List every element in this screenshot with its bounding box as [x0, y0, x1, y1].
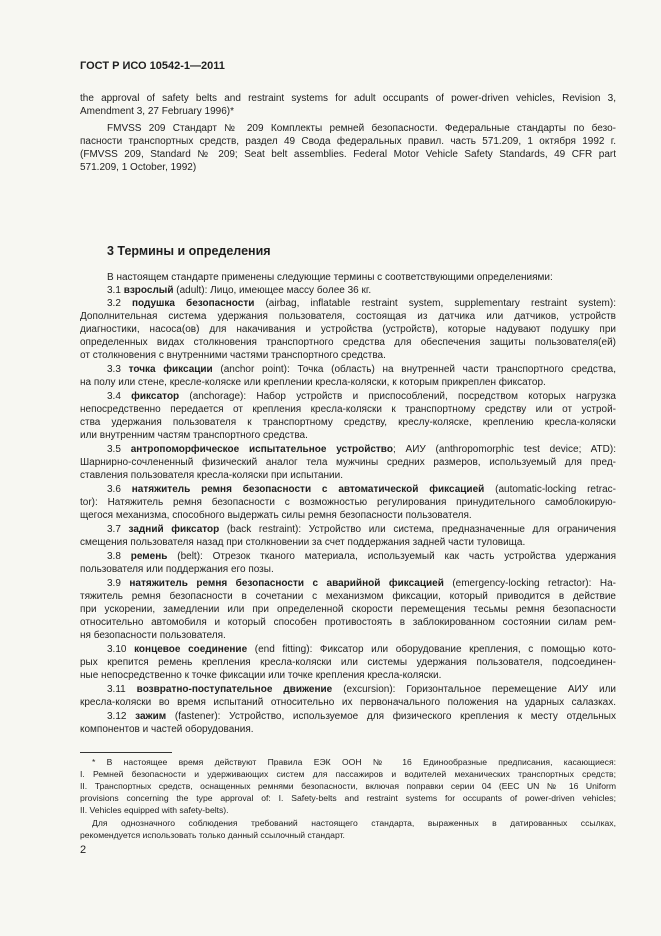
footnote-divider: [80, 752, 172, 753]
section-title: 3 Термины и определения: [107, 244, 271, 258]
text-line: the approval of safety belts and restraint systems for adult occupants of power-driven vehicles, Revision 3,: [80, 93, 616, 104]
text-line: 571.209, 1 October, 1992): [80, 162, 197, 173]
text-line: FMVSS 209 Стандарт № 209 Комплекты ремней безопасности. Федеральные стандарты по безо-: [107, 123, 616, 134]
document-header: ГОСТ Р ИСО 10542-1—2011: [80, 60, 225, 72]
text-line: Amendment 3, 27 February 1996)*: [80, 106, 234, 117]
page-number: 2: [80, 844, 87, 856]
text-line: пасности транспортных средств, раздел 49 Свода федеральных правил. часть 571.209, 1 октября 1992 г.: [80, 136, 616, 147]
term-3-1: 3.1 взрослый (adult): Лицо, имеющее массу более 36 кг.: [107, 285, 372, 296]
intro-text: В настоящем стандарте применены следующие термины с соответствующими определениями:: [107, 272, 553, 283]
text-line: (FMVSS 209, Standard № 209; Seat belt assemblies. Federal Motor Vehicle Safety Standards, 49 CFR part: [80, 149, 616, 160]
